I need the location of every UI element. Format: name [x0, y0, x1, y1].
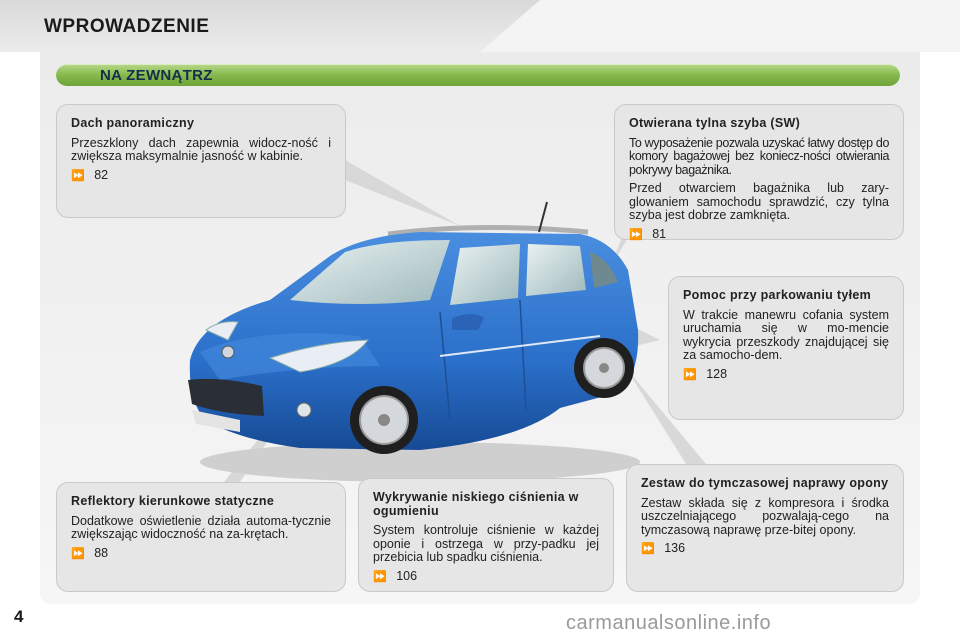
callout-text: Zestaw składa się z kompresora i środka uszczelniającego pozwalają-cego na tymczasową naprawę prze-bitej opony. — [641, 495, 889, 537]
page-reference-icon: ⏩ — [71, 169, 85, 182]
callout-parking-aid — [668, 276, 904, 420]
reference-page: 82 — [94, 167, 109, 182]
reference-page: 106 — [396, 568, 418, 583]
callout-title: Zestaw do tymczasowej naprawy opony — [641, 476, 889, 490]
leader-roof — [345, 160, 460, 226]
reference-page: 136 — [664, 541, 686, 555]
page-reference-icon: ⏩ — [683, 368, 697, 381]
watermark: carmanualsonline.info — [566, 612, 772, 634]
page-number: 4 — [14, 607, 24, 626]
callout-title: Dach panoramiczny — [71, 116, 195, 130]
callout-rear-window — [614, 104, 904, 240]
callout-repair-kit — [626, 464, 904, 592]
callout-tyre-pressure — [358, 478, 614, 592]
callout-title: Otwierana tylna szyba (SW) — [629, 116, 801, 130]
callout-text: W trakcie manewru cofania system uruchamia się w mo-mencie wykrycia przeszkody znajdującej się za samocho-dem. — [683, 307, 889, 362]
callout-panoramic-roof — [56, 104, 346, 218]
callout-title: Wykrywanie niskiego ciśnienia w ogumieniu — [373, 490, 579, 518]
callout-title: Pomoc przy parkowaniu tyłem — [683, 288, 872, 302]
callout-text: System kontroluje ciśnienie w każdej oponie i ostrzega w przy-padku jej przebicia lub spadku ciśnienia. — [373, 523, 599, 564]
leader-parking — [636, 328, 660, 346]
page-reference-icon: ⏩ — [71, 547, 85, 560]
callout-text: Dodatkowe oświetlenie działa automa-tycznie zwiększając widoczność na za-krętach. — [71, 513, 331, 541]
page-reference-icon: ⏩ — [629, 228, 643, 241]
callout-text: Przed otwarciem bagażnika lub zary-glowaniem samochodu sprawdzić, czy tylna szyba jest dobrze zamknięta. — [629, 181, 889, 222]
callout-title: Reflektory kierunkowe statyczne — [71, 494, 275, 508]
reference-page: 88 — [94, 545, 109, 560]
callout-reference[interactable] — [373, 570, 599, 585]
page-reference-icon: ⏩ — [641, 543, 655, 555]
callout-reference[interactable] — [71, 547, 331, 562]
callout-reference[interactable] — [683, 368, 889, 383]
callout-reference[interactable] — [629, 228, 889, 243]
callout-headlamps — [56, 482, 346, 592]
reference-page: 81 — [652, 226, 667, 241]
section-title: NA ZEWNĄTRZ — [100, 67, 213, 84]
callout-text: Przeszklony dach zapewnia widocz-ność i zwiększa maksymalnie jasność w kabinie. — [71, 135, 331, 163]
callout-text: To wyposażenie pozwala uzyskać łatwy dostęp do komory bagażowej bez koniecz-ności otwierania pokrywy bagażnika. — [629, 135, 889, 177]
reference-page: 128 — [706, 366, 728, 381]
page-reference-icon: ⏩ — [373, 570, 387, 583]
page-title: WPROWADZENIE — [44, 16, 210, 37]
callout-reference[interactable] — [641, 542, 889, 557]
callout-reference[interactable] — [71, 169, 331, 184]
